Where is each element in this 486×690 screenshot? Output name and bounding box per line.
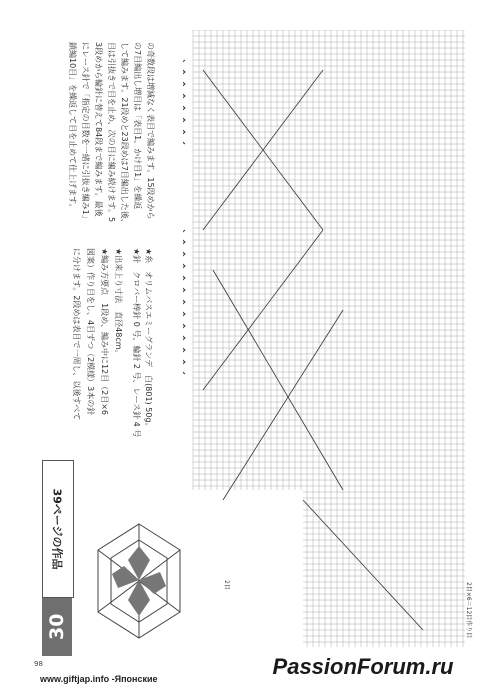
chart-left-note: 2目 bbox=[223, 580, 230, 590]
watermark-logo: PassionForum.ru bbox=[240, 647, 486, 687]
page-number: 98 bbox=[34, 660, 43, 668]
scallop-edge bbox=[183, 60, 185, 374]
chart-grid bbox=[193, 30, 465, 652]
materials-line: ★糸 オリムパスエミーグランデ 白(801) 50g。 bbox=[144, 248, 153, 431]
materials-line: に分けます。2段めは表目で一周し、以後すべて bbox=[72, 248, 81, 421]
doily-illustration bbox=[92, 520, 186, 642]
materials-line: ★針 クロバー棒針 0 号、輪針 2 号、レース針 4 号 bbox=[132, 248, 141, 438]
pattern-title: 39ページの作品 bbox=[51, 488, 64, 570]
instruction-line: の奇数段は増減なく表目で編みます。15段めから bbox=[146, 42, 155, 220]
pattern-number: 30 bbox=[46, 613, 68, 641]
instruction-line: の7目編出し増目は「表目1、かけ目1」を繰返 bbox=[133, 42, 142, 210]
instruction-line: 目は引抜きで目を止め、次の目に編み続けます。5 bbox=[107, 42, 116, 223]
chart-bottom-note: 2目×6＝12目作り目 bbox=[465, 582, 472, 639]
materials-line: ★編み方要点 1段め、編み中に12目（2目×6 bbox=[100, 248, 109, 416]
instruction-line: 鎖編10目」を繰返して目を止めて仕上げます。 bbox=[68, 42, 77, 212]
pattern-title-box bbox=[42, 460, 74, 598]
materials-line: ★出来上り寸法 直径48cm。 bbox=[114, 248, 123, 358]
instruction-line: 3段めから輪針に替えて84段まで編みます。最後 bbox=[94, 42, 103, 217]
pattern-number-badge bbox=[42, 598, 72, 656]
instruction-line: にレース針で「指定の目数を一緒に引抜き編み1」 bbox=[81, 42, 90, 223]
materials-line: 図案）作り目をし、4目ずつ（2模様）3本の針 bbox=[86, 248, 95, 416]
footer-site: www.giftjap.info -Японские bbox=[40, 674, 158, 684]
knitting-chart bbox=[183, 30, 465, 652]
instruction-line: して編みます。21段めと23段めは7目編出した後、 bbox=[120, 42, 129, 227]
